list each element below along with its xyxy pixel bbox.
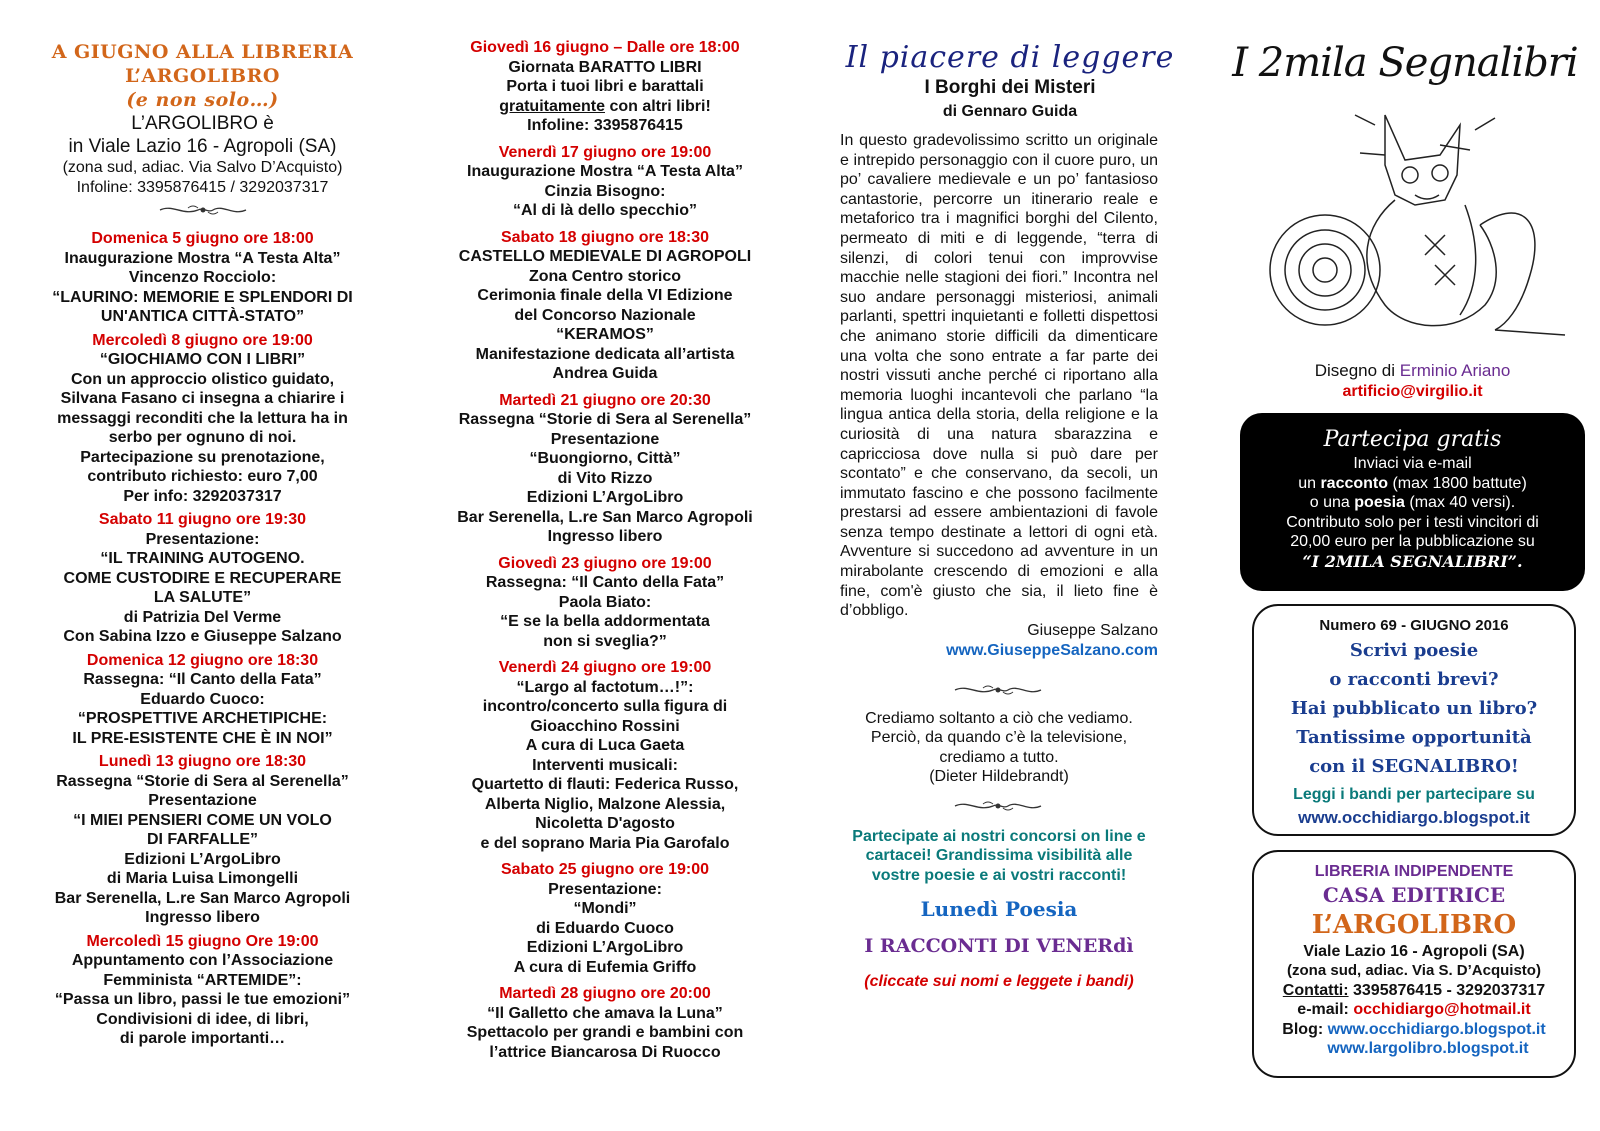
event-item [30,752,375,932]
address-line-3: (zona sud, adiac. Via Salvo D’Acquisto) [62,159,343,176]
event-line: “Il Galletto che amava la Luna” [487,1004,723,1022]
event-line: Edizioni L’ArgoLibro [526,939,684,956]
invite-line: vostre poesie e ai vostri racconti! [871,866,1127,884]
issue-box [1252,604,1576,836]
event-line: di Patrizia Del Verme [123,608,282,626]
event-line: Manifestazione dedicata all’artista [475,345,735,363]
artist-email-link[interactable]: artificio@virgilio.it [1342,383,1483,400]
event-line: Porta i tuoi libri e barattali [506,78,704,95]
bookshop-contacts: Contatti: 3395876415 - 3292037317 [1282,981,1546,999]
event-line: Presentazione [148,792,257,809]
event-line: Interventi musicali: [532,756,678,774]
event-line: Zona Centro storico [528,267,681,285]
ornament-divider [953,683,1043,697]
event-item [30,229,375,331]
event-line: serbo per ognuno di noi. [108,429,297,446]
event-date: Mercoledì 15 giugno Ore 19:00 [86,932,319,950]
issue-line: Tantissime opportunità [1296,726,1532,748]
event-line: Bar Serenella, L.re San Marco Agropoli [54,889,351,907]
quote-line: Perciò, da quando c’è la televisione, [870,729,1128,747]
event-line: Cerimonia finale della VI Edizione [477,287,733,304]
participate-line: Contributo solo per i testi vincitori di [1286,513,1539,531]
event-item [30,651,375,753]
event-line: contributo richiesto: euro 7,00 [87,468,318,485]
bookshop-name: L’ARGOLIBRO [1311,909,1517,940]
event-line: “KERAMOS” [556,326,654,343]
event-line: Bar Serenella, L.re San Marco Agropoli [457,508,753,526]
participate-line: “I 2MILA SEGNALIBRI”. [1302,551,1523,571]
event-line: non si sveglia?” [543,632,667,650]
issue-lines [1254,636,1574,781]
event-line: Silvana Fasano ci insegna a chiarire i [60,390,345,407]
events-list [30,229,375,1049]
event-line: “I MIEI PENSIERI COME UN VOLO [73,811,332,829]
bookshop-email: e-mail: occhidiargo@hotmail.it [1297,1001,1531,1018]
event-line: Femminista “ARTEMIDE”: [103,971,302,989]
event-line: Edizioni L’ArgoLibro [124,850,281,868]
event-line: Rassegna: “Il Canto della Fata” [485,574,725,591]
event-line: Infoline: 3395876415 [527,117,683,134]
event-line: “Mondi” [573,900,637,917]
issue-number: Numero 69 - GIUGNO 2016 [1319,617,1509,634]
event-date: Sabato 18 giugno ore 18:30 [500,228,710,246]
event-line: Condivisioni di idee, di libri, [96,1010,309,1028]
issue-line: con il SEGNALIBRO! [1309,755,1519,777]
event-item [30,331,375,511]
event-date: Mercoledì 8 giugno ore 19:00 [92,331,313,349]
heading-line-1: A GIUGNO ALLA LIBRERIA [51,41,354,63]
credit-label: Disegno di [1314,361,1396,380]
participate-line: un racconto (max 1800 battute) [1298,474,1527,492]
participate-line: o una poesia (max 40 versi). [1309,494,1516,511]
click-note: (cliccate sui nomi e leggete i bandi) [864,973,1134,991]
bookshop-blog: Blog: www.occhidiargo.blogspot.it [1282,1020,1546,1038]
event-item [30,932,375,1049]
event-line: Partecipazione su prenotazione, [80,448,325,466]
bookshop-address: Viale Lazio 16 - Agropoli (SA) [1303,942,1525,960]
publisher-label: CASA EDITRICE [1322,882,1506,907]
event-line: Rassegna “Storie di Sera al Serenella” [458,411,752,428]
event-item [440,554,770,659]
blog-link-2[interactable]: www.largolibro.blogspot.it [1327,1040,1529,1057]
drawing-credit [1235,361,1590,381]
quote-block [840,709,1158,787]
lunedi-poesia-link[interactable]: Lunedì Poesia [920,897,1078,922]
event-line: Per info: 3292037317 [123,487,282,505]
event-line: “Largo al factotum…!”: [516,678,694,696]
bookshop-type: LIBRERIA INDIPENDENTE [1314,863,1514,880]
event-date: Giovedì 16 giugno – Dalle ore 18:00 [470,39,740,56]
event-item [440,860,770,984]
event-line: Appuntamento con l’Associazione [71,952,334,969]
ornament-divider [158,203,248,217]
event-line: A cura di Eufemia Griffo [513,958,697,976]
bookshop-box [1252,850,1576,1078]
book-title: I Borghi dei Misteri [924,77,1096,98]
event-line: CASTELLO MEDIEVALE DI AGROPOLI [458,248,752,265]
event-line: “Al di là dello specchio” [512,202,698,219]
review-section-title: Il piacere di leggere [845,40,1175,75]
email-link[interactable]: occhidiargo@hotmail.it [1353,1001,1531,1018]
cat-drawing [1245,105,1575,350]
address-line-1: L’ARGOLIBRO è [131,113,274,134]
event-line: LA SALUTE” [153,589,252,606]
event-item [440,984,770,1062]
participate-title: Partecipa gratis [1323,427,1502,452]
issue-line: o racconti brevi? [1329,668,1499,690]
review-text: In questo gradevolissimo scritto un originale e intrepido personaggio con il cuore puro, un po’ cavaliere medievale e un po’ fantasioso cantastorie, percorre un itinerario reale e metaforico tra i magnifici borghi del Cilento, permeato di miti e di leggende, “terra di silenzi, di colori tenui con improvvise macchie nelle stagioni dei fiori.” Incontra nel suo andare personaggi misteriosi, animali parlanti, spettri inquietanti e folletti dispettosi che animano storie difficili da dimenticare una volta che sono entrate a far parte dei nostri vissuti anche perché ci riportano alla memoria luoghi incantevoli che parlano “la lingua antica della storia, della religione e la curiosità di una natura sbarazzina e capricciosa dove nulla si può dare per scontato” e che conservano, da secoli, un immutato fascino e che possono facilmente prestarsi ad essere ambientazioni di favole senza tempo destinate a lettori di ogni età. Avventure si succedono ad avventure in un mirabolante crescendo di emozioni e alla fine, com'è giusto che sia, il lieto fine è d’obbligo. [840,132,1158,620]
event-line: Ingresso libero [547,528,663,545]
event-line: messaggi reconditi che la lettura ha in [57,409,348,427]
invite-line: Partecipate ai nostri concorsi on line e [852,827,1146,845]
event-line: Andrea Guida [552,365,658,382]
heading-line-2: L’ARGOLIBRO [125,65,280,87]
infoline: Infoline: 3395876415 / 3292037317 [76,178,329,196]
event-line: Rassegna: “Il Canto della Fata” [83,671,322,688]
event-item [30,510,375,651]
event-line: di Maria Luisa Limongelli [106,870,299,887]
event-line: A cura di Luca Gaeta [525,737,685,754]
event-line: Inaugurazione Mostra “A Testa Alta” [467,163,743,180]
quote-line: crediamo a tutto. [939,748,1059,766]
events-list [440,38,770,1062]
event-line: Presentazione [550,430,660,448]
event-line: Vincenzo Rocciolo: [128,269,277,286]
quote-author: (Dieter Hildebrandt) [929,768,1069,786]
racconti-venerdi-link[interactable]: I RACCONTI DI VENERdì [864,935,1134,958]
event-date: Sabato 25 giugno ore 19:00 [500,861,710,878]
event-date: Sabato 11 giugno ore 19:30 [98,511,307,528]
issue-cta: Leggi i bandi per partecipare su [1293,785,1535,803]
event-line: Nicoletta D'agosto [535,815,675,832]
bookshop-address-note: (zona sud, adiac. Via S. D’Acquisto) [1287,962,1541,979]
event-line: Giornata BARATTO LIBRI [508,58,702,76]
event-line: Gioacchino Rossini [530,717,680,735]
event-line: “GIOCHIAMO CON I LIBRI” [99,351,306,368]
column-events-2 [440,0,770,1131]
event-line: di parole importanti… [119,1030,286,1047]
issue-line: Hai pubblicato un libro? [1290,697,1538,719]
artist-name: Erminio Ariano [1399,361,1511,380]
event-item [440,143,770,228]
event-line: DI FARFALLE” [146,831,259,848]
event-line: “LAURINO: MEMORIE E SPLENDORI DI [52,288,353,306]
event-line: “IL TRAINING AUTOGENO. [100,550,305,567]
event-line: del Concorso Nazionale [514,306,696,324]
event-line: Rassegna “Storie di Sera al Serenella” [56,772,349,790]
event-line: Cinzia Bisogno: [544,182,666,200]
column-events-1 [30,0,375,1131]
event-item [440,658,770,860]
event-date: Venerdì 17 giugno ore 19:00 [498,143,712,161]
event-line: IL PRE-ESISTENTE CHE È IN NOI” [72,729,333,747]
event-line: Con un approccio olistico guidato, [70,370,335,388]
event-date: Martedì 21 giugno ore 20:30 [499,391,711,409]
column-review [840,0,1180,1131]
participate-line: 20,00 euro per la pubblicazione su [1290,533,1535,550]
invite-line: cartacei! Grandissima visibilità alle [865,847,1133,865]
event-line: COME CUSTODIRE E RECUPERARE [63,569,342,587]
occhidiargo-link[interactable]: www.occhidiargo.blogspot.it [1298,808,1530,827]
blog-link-1[interactable]: www.occhidiargo.blogspot.it [1327,1020,1546,1038]
event-date: Lunedì 13 giugno ore 18:30 [98,753,307,770]
book-author: di Gennaro Guida [942,103,1078,120]
event-date: Venerdì 24 giugno ore 19:00 [498,659,712,676]
event-line: di Eduardo Cuoco [536,919,674,937]
event-line: Quartetto di flauti: Federica Russo, [471,776,739,793]
event-line: Spettacolo per grandi e bambini con [466,1024,744,1041]
event-line: UN'ANTICA CITTÀ-STATO” [100,308,305,325]
quote-line: Crediamo soltanto a ciò che vediamo. [865,709,1133,727]
ornament-divider [953,799,1043,813]
event-date: Domenica 5 giugno ore 18:00 [91,230,314,247]
event-line: incontro/concerto sulla figura di [482,698,728,715]
event-line: Paola Biato: [558,593,652,611]
event-date: Giovedì 23 giugno ore 19:00 [498,554,712,572]
event-line: “PROSPETTIVE ARCHETIPICHE: [77,710,328,727]
event-date: Martedì 28 giugno ore 20:00 [499,985,711,1002]
event-line: Presentazione: [145,530,260,548]
issue-line: Scrivi poesie [1349,639,1479,661]
participate-box [1240,413,1585,591]
participate-line: Inviaci via e-mail [1353,455,1472,472]
event-date: Domenica 12 giugno ore 18:30 [86,651,319,669]
review-signature: Giuseppe Salzano [1027,621,1158,639]
event-line: “Buongiorno, Città” [529,450,681,467]
event-line: Presentazione: [548,880,662,898]
event-line: di Vito Rizzo [557,469,653,487]
event-line: l’attrice Biancarosa Di Ruocco [489,1043,721,1061]
masthead-title: I 2mila Segnalibri [1232,40,1578,86]
event-line: Con Sabina Izzo e Giuseppe Salzano [63,628,342,645]
event-line: gratuitamente con altri libri! [499,97,711,115]
event-line: Edizioni L’ArgoLibro [526,489,684,506]
heading-line-3: (e non solo…) [126,89,279,111]
event-item [440,228,770,391]
event-line: “Passa un libro, passi le tue emozioni” [54,991,351,1008]
event-line: Ingresso libero [145,909,260,926]
author-website-link[interactable]: www.GiuseppeSalzano.com [946,641,1158,659]
event-item [440,391,770,554]
event-line: Inaugurazione Mostra “A Testa Alta” [64,249,341,267]
event-line: e del soprano Maria Pia Garofalo [480,834,730,852]
event-line: Eduardo Cuoco: [140,690,265,708]
event-line: Alberta Niglio, Malzone Alessia, [484,795,726,813]
address-line-2: in Viale Lazio 16 - Agropoli (SA) [68,136,337,157]
event-item [440,38,770,143]
event-line: “E se la bella addormentata [500,613,710,630]
invite-block [840,827,1158,886]
